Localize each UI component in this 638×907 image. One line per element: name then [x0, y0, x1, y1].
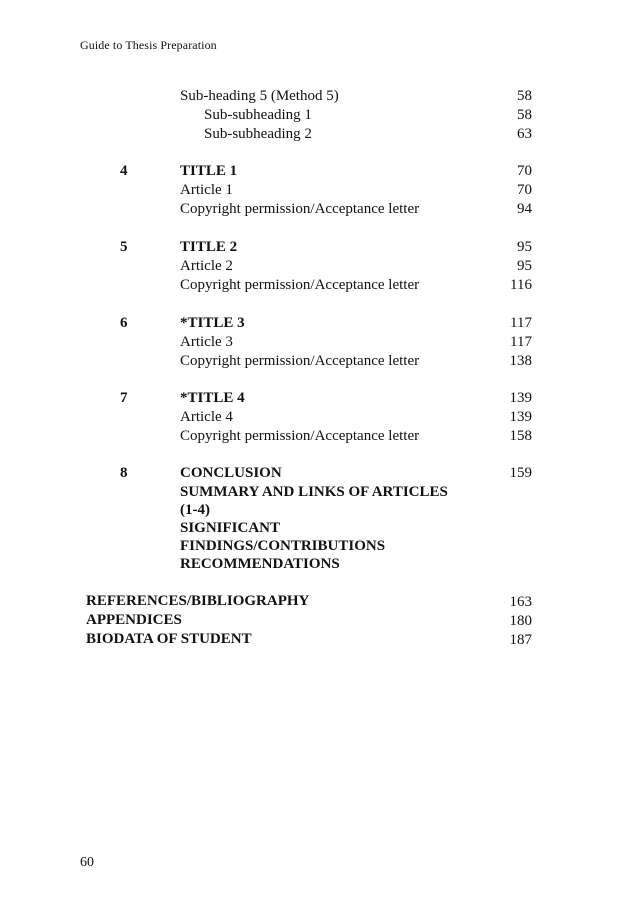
- chapter-6-number: 6: [120, 315, 128, 331]
- chapter-4-number: 4: [120, 163, 128, 179]
- chapter-5-number: 5: [120, 239, 128, 255]
- toc-page-references: 163: [509, 594, 532, 610]
- chapter-5-title-page: 95: [517, 239, 532, 255]
- chapter-7-copyright-page: 158: [509, 428, 532, 444]
- chapter-6-article-page: 117: [510, 334, 532, 350]
- toc-page-appendices: 180: [509, 613, 532, 629]
- chapter-6-copyright-page: 138: [509, 353, 532, 369]
- toc-entry-appendices: APPENDICES: [86, 612, 182, 628]
- toc-page-biodata: 187: [509, 632, 532, 648]
- chapter-4-title-page: 70: [517, 163, 532, 179]
- toc-entry-biodata: BIODATA OF STUDENT: [86, 631, 252, 647]
- chapter-6-title: *TITLE 3: [180, 315, 245, 331]
- toc-page-subsubheading-1: 58: [517, 107, 532, 123]
- toc-entry-subheading-5: Sub-heading 5 (Method 5): [180, 88, 339, 104]
- chapter-6-article: Article 3: [180, 334, 233, 350]
- chapter-5-title: TITLE 2: [180, 239, 238, 255]
- chapter-6-copyright: Copyright permission/Acceptance letter: [180, 353, 420, 369]
- chapter-8-title-page: 159: [509, 465, 532, 481]
- toc-entry-subsubheading-1: Sub-subheading 1: [204, 107, 312, 123]
- chapter-4-article-page: 70: [517, 182, 532, 198]
- chapter-5-article: Article 2: [180, 258, 233, 274]
- chapter-4-copyright-page: 94: [517, 201, 532, 217]
- chapter-7-title-page: 139: [509, 390, 532, 406]
- chapter-8-summary-links: SUMMARY AND LINKS OF ARTICLES: [180, 484, 448, 500]
- running-header: Guide to Thesis Preparation: [80, 38, 217, 52]
- chapter-5-copyright-page: 116: [510, 277, 532, 293]
- page-number: 60: [80, 855, 94, 870]
- chapter-7-copyright: Copyright permission/Acceptance letter: [180, 428, 420, 444]
- chapter-4-title: TITLE 1: [180, 163, 238, 179]
- chapter-8-title: CONCLUSION: [180, 465, 282, 481]
- chapter-4-article: Article 1: [180, 182, 233, 198]
- toc-page-subsubheading-2: 63: [517, 126, 532, 142]
- chapter-5-copyright: Copyright permission/Acceptance letter: [180, 277, 420, 293]
- chapter-8-number: 8: [120, 465, 128, 481]
- toc-page-subheading-5: 58: [517, 88, 532, 104]
- chapter-7-number: 7: [120, 390, 128, 406]
- toc-entry-references: REFERENCES/BIBLIOGRAPHY: [86, 593, 310, 609]
- toc-entry-subsubheading-2: Sub-subheading 2: [204, 126, 312, 142]
- chapter-6-title-page: 117: [510, 315, 532, 331]
- chapter-7-article-page: 139: [509, 409, 532, 425]
- chapter-8-recommendations: RECOMMENDATIONS: [180, 556, 340, 572]
- chapter-8-significant: SIGNIFICANT: [180, 520, 281, 536]
- chapter-8-findings: FINDINGS/CONTRIBUTIONS: [180, 538, 386, 554]
- chapter-7-title: *TITLE 4: [180, 390, 245, 406]
- chapter-8-summary-range: (1-4): [180, 502, 210, 518]
- chapter-7-article: Article 4: [180, 409, 233, 425]
- chapter-5-article-page: 95: [517, 258, 532, 274]
- chapter-4-copyright: Copyright permission/Acceptance letter: [180, 201, 420, 217]
